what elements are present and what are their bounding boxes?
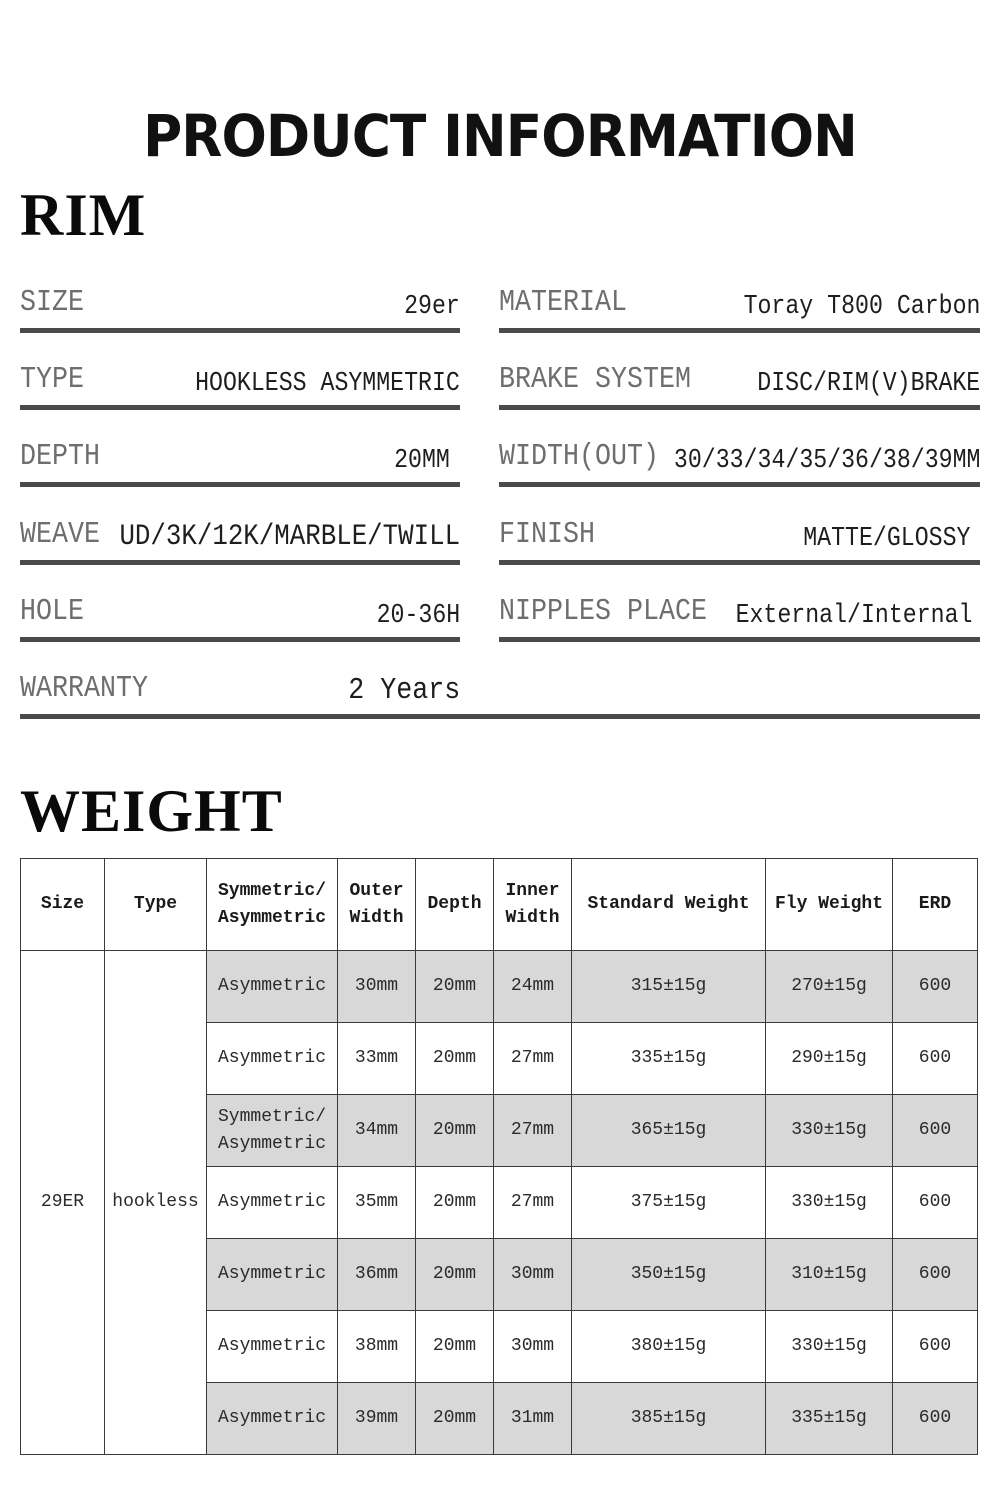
header-outer-line1: Outer bbox=[349, 880, 404, 901]
spec-label: WARRANTY bbox=[20, 671, 148, 706]
cell-fly-weight: 330±15g bbox=[766, 1311, 893, 1383]
header-inner-line2: Width bbox=[505, 907, 560, 928]
weight-table bbox=[20, 858, 978, 1455]
cell-symmetry: Asymmetric bbox=[207, 1383, 338, 1455]
cell-symmetry: Asymmetric bbox=[207, 1023, 338, 1095]
spec-value: 20MM bbox=[394, 446, 450, 476]
spec-label: HOLE bbox=[20, 594, 85, 629]
cell-erd: 600 bbox=[893, 1239, 978, 1311]
spec-nipples-place bbox=[499, 587, 980, 642]
header-symmetry bbox=[207, 859, 338, 951]
spec-size bbox=[20, 278, 460, 333]
cell-outer-width: 38mm bbox=[338, 1311, 416, 1383]
cell-symmetry-line2: Asymmetric bbox=[217, 1133, 327, 1154]
spec-label: FINISH bbox=[499, 517, 595, 552]
cell-outer-width: 34mm bbox=[338, 1095, 416, 1167]
header-symmetry-line1: Symmetric/ bbox=[217, 880, 327, 901]
cell-fly-weight: 330±15g bbox=[766, 1095, 893, 1167]
spec-label: BRAKE SYSTEM bbox=[499, 362, 691, 397]
cell-symmetry: Asymmetric bbox=[207, 1239, 338, 1311]
spec-warranty bbox=[20, 664, 980, 719]
cell-standard-weight: 335±15g bbox=[572, 1023, 766, 1095]
spec-label: NIPPLES PLACE bbox=[499, 594, 707, 629]
cell-outer-width: 39mm bbox=[338, 1383, 416, 1455]
cell-outer-width: 36mm bbox=[338, 1239, 416, 1311]
spec-width-out bbox=[499, 432, 980, 487]
cell-erd: 600 bbox=[893, 1095, 978, 1167]
cell-inner-width: 31mm bbox=[494, 1383, 572, 1455]
cell-outer-width: 33mm bbox=[338, 1023, 416, 1095]
spec-value: 2 Years bbox=[347, 673, 460, 708]
header-erd: ERD bbox=[893, 859, 978, 951]
cell-depth: 20mm bbox=[416, 1095, 494, 1167]
spec-material bbox=[499, 278, 980, 333]
cell-inner-width: 27mm bbox=[494, 1023, 572, 1095]
cell-symmetry bbox=[207, 1095, 338, 1167]
cell-standard-weight: 365±15g bbox=[572, 1095, 766, 1167]
cell-inner-width: 30mm bbox=[494, 1311, 572, 1383]
header-inner-width bbox=[494, 859, 572, 951]
cell-erd: 600 bbox=[893, 1383, 978, 1455]
cell-erd: 600 bbox=[893, 1311, 978, 1383]
header-size: Size bbox=[21, 859, 105, 951]
cell-symmetry: Asymmetric bbox=[207, 951, 338, 1023]
cell-inner-width: 30mm bbox=[494, 1239, 572, 1311]
weight-section-title: WEIGHT bbox=[20, 778, 283, 844]
spec-value: 30/33/34/35/36/38/39MM bbox=[673, 446, 980, 476]
cell-fly-weight: 310±15g bbox=[766, 1239, 893, 1311]
spec-value: 29er bbox=[404, 292, 460, 322]
spec-label: MATERIAL bbox=[499, 285, 627, 320]
cell-depth: 20mm bbox=[416, 1311, 494, 1383]
spec-label: DEPTH bbox=[20, 439, 100, 474]
cell-size: 29ER bbox=[21, 951, 105, 1455]
spec-weave bbox=[20, 510, 460, 565]
cell-depth: 20mm bbox=[416, 1383, 494, 1455]
cell-symmetry: Asymmetric bbox=[207, 1311, 338, 1383]
cell-type: hookless bbox=[105, 951, 207, 1455]
cell-outer-width: 30mm bbox=[338, 951, 416, 1023]
spec-brake-system bbox=[499, 355, 980, 410]
cell-standard-weight: 380±15g bbox=[572, 1311, 766, 1383]
spec-value: HOOKLESS ASYMMETRIC bbox=[195, 369, 460, 399]
cell-standard-weight: 350±15g bbox=[572, 1239, 766, 1311]
rim-section-title: RIM bbox=[20, 182, 147, 248]
spec-value: 20-36H bbox=[376, 601, 460, 631]
header-outer-width bbox=[338, 859, 416, 951]
cell-inner-width: 24mm bbox=[494, 951, 572, 1023]
spec-value: UD/3K/12K/MARBLE/TWILL bbox=[119, 520, 460, 554]
header-outer-line2: Width bbox=[349, 907, 404, 928]
header-type: Type bbox=[105, 859, 207, 951]
cell-symmetry: Asymmetric bbox=[207, 1167, 338, 1239]
cell-fly-weight: 330±15g bbox=[766, 1167, 893, 1239]
cell-erd: 600 bbox=[893, 1023, 978, 1095]
table-header-row bbox=[21, 859, 978, 951]
spec-label: WEAVE bbox=[20, 517, 100, 552]
cell-depth: 20mm bbox=[416, 1167, 494, 1239]
cell-erd: 600 bbox=[893, 1167, 978, 1239]
spec-type bbox=[20, 355, 460, 410]
cell-symmetry-line1: Symmetric/ bbox=[217, 1106, 327, 1127]
spec-label: TYPE bbox=[20, 362, 85, 397]
cell-inner-width: 27mm bbox=[494, 1095, 572, 1167]
cell-depth: 20mm bbox=[416, 951, 494, 1023]
spec-depth bbox=[20, 432, 460, 487]
header-symmetry-line2: Asymmetric bbox=[217, 907, 327, 928]
cell-erd: 600 bbox=[893, 951, 978, 1023]
cell-fly-weight: 270±15g bbox=[766, 951, 893, 1023]
cell-standard-weight: 375±15g bbox=[572, 1167, 766, 1239]
spec-value: External/Internal bbox=[735, 601, 972, 631]
header-inner-line1: Inner bbox=[505, 880, 560, 901]
spec-hole bbox=[20, 587, 460, 642]
cell-outer-width: 35mm bbox=[338, 1167, 416, 1239]
spec-label: WIDTH(OUT) bbox=[499, 439, 659, 474]
spec-value: DISC/RIM(V)BRAKE bbox=[757, 369, 980, 399]
spec-finish bbox=[499, 510, 980, 565]
cell-fly-weight: 290±15g bbox=[766, 1023, 893, 1095]
page-title: PRODUCT INFORMATION bbox=[143, 102, 857, 170]
cell-depth: 20mm bbox=[416, 1023, 494, 1095]
spec-label: SIZE bbox=[20, 285, 85, 320]
table-row bbox=[21, 951, 978, 1023]
header-fly-weight: Fly Weight bbox=[766, 859, 893, 951]
header-depth: Depth bbox=[416, 859, 494, 951]
spec-value: MATTE/GLOSSY bbox=[802, 524, 970, 554]
spec-value: Toray T800 Carbon bbox=[743, 292, 980, 322]
cell-standard-weight: 315±15g bbox=[572, 951, 766, 1023]
cell-inner-width: 27mm bbox=[494, 1167, 572, 1239]
cell-fly-weight: 335±15g bbox=[766, 1383, 893, 1455]
cell-depth: 20mm bbox=[416, 1239, 494, 1311]
header-standard-weight: Standard Weight bbox=[572, 859, 766, 951]
cell-standard-weight: 385±15g bbox=[572, 1383, 766, 1455]
